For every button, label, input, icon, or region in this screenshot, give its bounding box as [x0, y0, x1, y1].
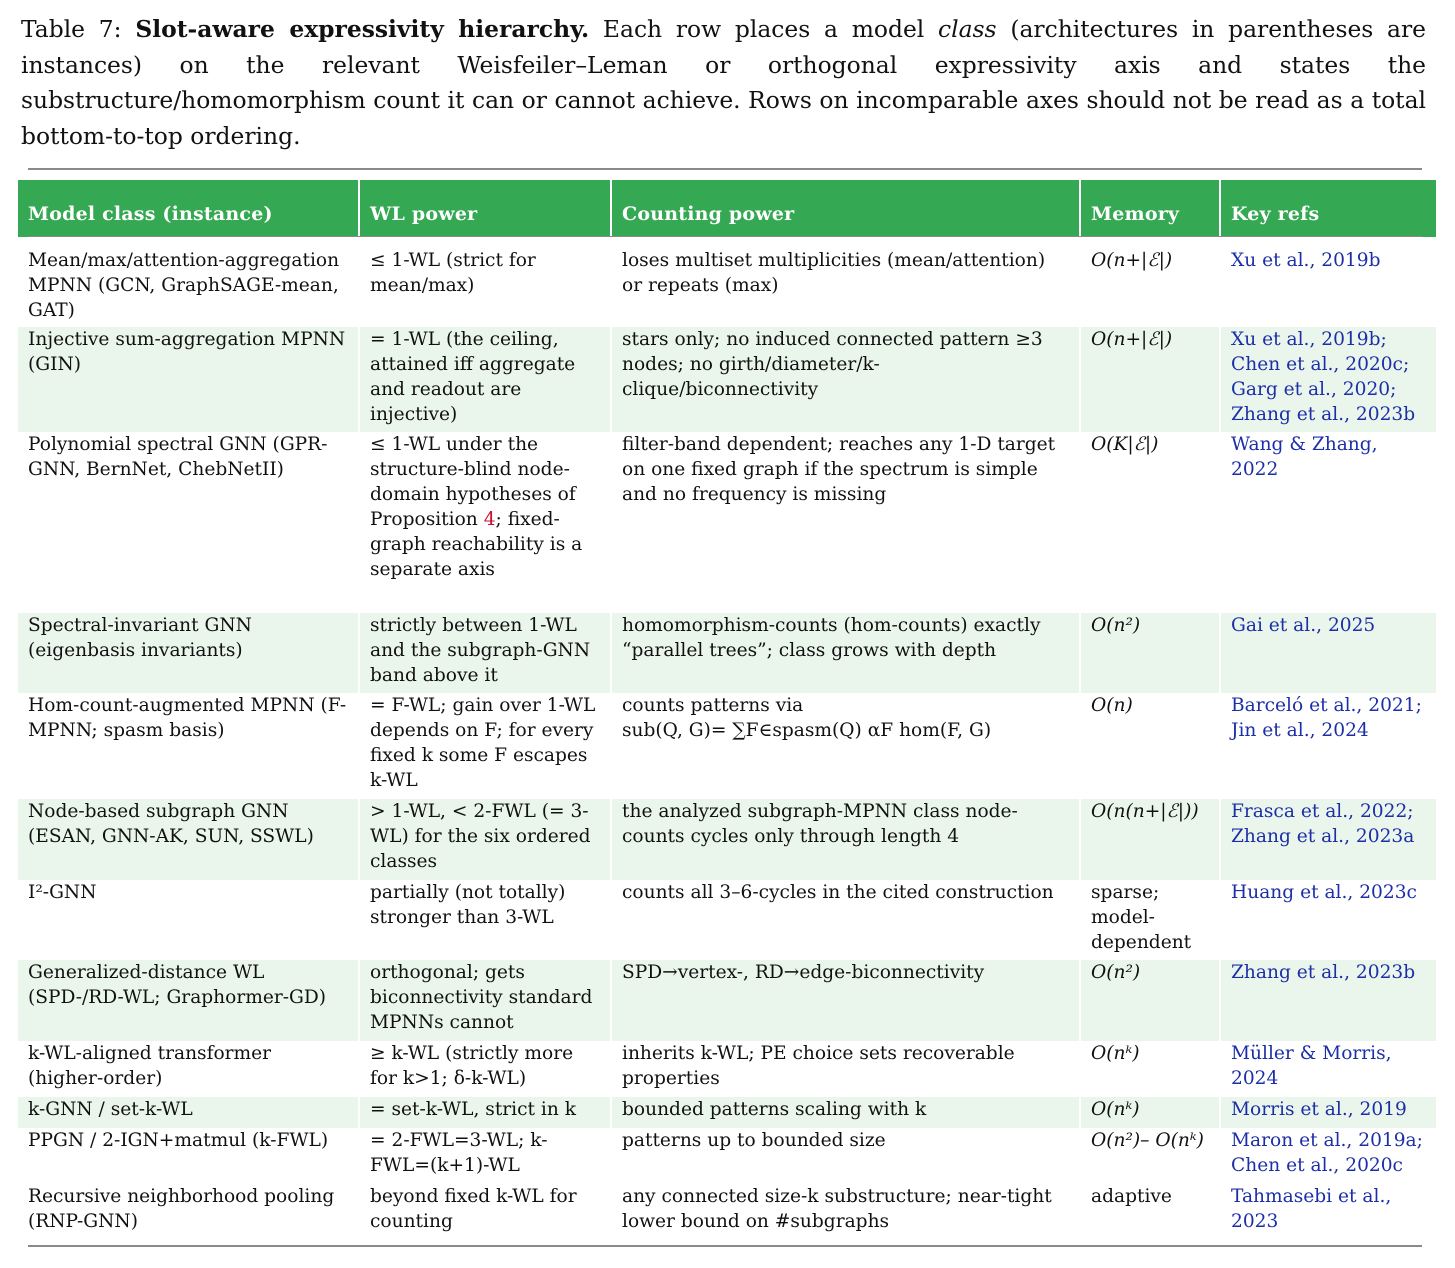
- citation-link[interactable]: Frasca et al., 2022;: [1231, 801, 1414, 822]
- header-wl-power: WL power: [359, 180, 611, 237]
- cell-memory: O(n²): [1080, 960, 1220, 1041]
- table-row: [18, 248, 1436, 327]
- table-caption: [21, 12, 1426, 154]
- cell-memory: O(n+|ℰ|): [1080, 248, 1220, 327]
- cell-counting: filter-band dependent; reaches any 1-D target on one fixed graph if the spectrum is simple and no frequency is missing: [611, 432, 1080, 613]
- citation-link[interactable]: Chen et al., 2020c: [1231, 1155, 1403, 1176]
- spasm-formula: sub(Q, G)= ∑F∈spasm(Q) αF hom(F, G): [622, 720, 992, 741]
- cell-memory: O(nᵏ): [1080, 1041, 1220, 1097]
- caption-text-1: Each row places a model: [602, 15, 925, 43]
- cell-model: Polynomial spectral GNN (GPR-GNN, BernNet, ChebNetII): [18, 432, 359, 613]
- cell-memory: sparse; model-dependent: [1080, 880, 1220, 960]
- citation-link[interactable]: Tahmasebi et al., 2023: [1231, 1186, 1392, 1232]
- cell-refs: [1220, 880, 1436, 960]
- cell-model: Hom-count-augmented MPNN (F-MPNN; spasm basis): [18, 693, 359, 799]
- cell-wl: > 1-WL, < 2-FWL (= 3-WL) for the six ordered classes: [359, 799, 611, 880]
- cell-memory: adaptive: [1080, 1184, 1220, 1240]
- table-top-rule: [28, 168, 1422, 170]
- table-row: [18, 613, 1436, 693]
- citation-link[interactable]: Morris et al., 2019: [1231, 1099, 1407, 1120]
- cell-model: Recursive neighborhood pooling (RNP-GNN): [18, 1184, 359, 1240]
- table-row: [18, 1128, 1436, 1184]
- cell-wl: beyond fixed k-WL for counting: [359, 1184, 611, 1240]
- citation-link[interactable]: Maron et al., 2019a;: [1231, 1130, 1423, 1151]
- cell-model: I²-GNN: [18, 880, 359, 960]
- proposition-link[interactable]: 4: [483, 509, 496, 530]
- table-row: [18, 1097, 1436, 1128]
- cell-memory: O(n²)– O(nᵏ): [1080, 1128, 1220, 1184]
- table-row: [18, 693, 1436, 799]
- cell-refs: [1220, 693, 1436, 799]
- caption-text-2: (architectures in parentheses are instances) on the relevant Weisfeiler–Leman or orthogonal expressivity axis and states the substructure/homomorphism count it can or cannot achieve. Rows on incomparable axes should not be read as a total bottom-to-top ordering.: [21, 15, 1427, 150]
- citation-link[interactable]: Zhang et al., 2023b: [1231, 962, 1416, 983]
- cell-refs: [1220, 1097, 1436, 1128]
- cell-model: Injective sum-aggregation MPNN (GIN): [18, 327, 359, 432]
- citation-link[interactable]: Zhang et al., 2023a: [1231, 826, 1415, 847]
- table-row: [18, 432, 1436, 613]
- caption-title: Slot-aware expressivity hierarchy.: [135, 15, 590, 43]
- cell-counting: bounded patterns scaling with k: [611, 1097, 1080, 1128]
- cell-counting: any connected size-k substructure; near-tight lower bound on #subgraphs: [611, 1184, 1080, 1240]
- citation-link[interactable]: Chen et al., 2020c;: [1231, 354, 1410, 375]
- cell-refs: [1220, 1128, 1436, 1184]
- cell-memory: O(n(n+|ℰ|)): [1080, 799, 1220, 880]
- cell-counting: counts patterns via sub(Q, G)= ∑F∈spasm(Q) αF hom(F, G): [611, 693, 1080, 799]
- cell-memory: O(n²): [1080, 613, 1220, 693]
- cell-refs: [1220, 960, 1436, 1041]
- cell-memory: O(n): [1080, 693, 1220, 799]
- citation-link[interactable]: Jin et al., 2024: [1231, 720, 1369, 741]
- cell-refs: [1220, 248, 1436, 327]
- header-memory: Memory: [1080, 180, 1220, 237]
- table-bottom-rule: [28, 1245, 1422, 1247]
- cell-wl: orthogonal; gets biconnectivity standard MPNNs cannot: [359, 960, 611, 1041]
- cell-counting: loses multiset multiplicities (mean/attention) or repeats (max): [611, 248, 1080, 327]
- cell-refs: [1220, 1184, 1436, 1240]
- citation-link[interactable]: Zhang et al., 2023b: [1231, 404, 1416, 425]
- table-header-rule: [28, 236, 1422, 237]
- table-row: [18, 1041, 1436, 1097]
- cell-refs: [1220, 327, 1436, 432]
- cell-wl: ≤ 1-WL (strict for mean/max): [359, 248, 611, 327]
- table-row: [18, 880, 1436, 960]
- cell-model: k-WL-aligned transformer (higher-order): [18, 1041, 359, 1097]
- cell-counting: counts all 3–6-cycles in the cited construction: [611, 880, 1080, 960]
- cell-wl: ≥ k-WL (strictly more for k>1; δ-k-WL): [359, 1041, 611, 1097]
- table-header-row: [18, 180, 1436, 237]
- cell-wl: = 1-WL (the ceiling, attained iff aggregate and readout are injective): [359, 327, 611, 432]
- header-model-class: Model class (instance): [18, 180, 359, 237]
- header-spacer: [18, 237, 1436, 248]
- cell-counting: homomorphism-counts (hom-counts) exactly “parallel trees”; class grows with depth: [611, 613, 1080, 693]
- cell-model: k-GNN / set-k-WL: [18, 1097, 359, 1128]
- cell-refs: [1220, 1041, 1436, 1097]
- cell-wl: = set-k-WL, strict in k: [359, 1097, 611, 1128]
- cell-wl: ≤ 1-WL under the structure-blind node-domain hypotheses of Proposition 4; fixed-graph reachability is a separate axis: [359, 432, 611, 613]
- citation-link[interactable]: Müller & Morris, 2024: [1231, 1043, 1392, 1089]
- caption-emphasis: class: [938, 15, 997, 43]
- citation-link[interactable]: Huang et al., 2023c: [1231, 882, 1417, 903]
- citation-link[interactable]: Xu et al., 2019b: [1231, 250, 1381, 271]
- citation-link[interactable]: Gai et al., 2025: [1231, 615, 1376, 636]
- caption-label: Table 7:: [21, 15, 122, 43]
- cell-counting: patterns up to bounded size: [611, 1128, 1080, 1184]
- header-counting-power: Counting power: [611, 180, 1080, 237]
- expressivity-table: [18, 180, 1436, 1240]
- cell-memory: O(nᵏ): [1080, 1097, 1220, 1128]
- cell-counting: SPD→vertex-, RD→edge-biconnectivity: [611, 960, 1080, 1041]
- cell-wl: = 2-FWL=3-WL; k-FWL=(k+1)-WL: [359, 1128, 611, 1184]
- cell-model: Node-based subgraph GNN (ESAN, GNN-AK, SUN, SSWL): [18, 799, 359, 880]
- cell-refs: [1220, 799, 1436, 880]
- cell-wl: = F-WL; gain over 1-WL depends on F; for every fixed k some F escapes k-WL: [359, 693, 611, 799]
- header-key-refs: Key refs: [1220, 180, 1436, 237]
- cell-model: Generalized-distance WL (SPD-/RD-WL; Graphormer-GD): [18, 960, 359, 1041]
- table-row: [18, 1184, 1436, 1240]
- table-row: [18, 327, 1436, 432]
- citation-link[interactable]: Barceló et al., 2021;: [1231, 695, 1422, 716]
- cell-counting: the analyzed subgraph-MPNN class node-counts cycles only through length 4: [611, 799, 1080, 880]
- cell-wl: strictly between 1-WL and the subgraph-GNN band above it: [359, 613, 611, 693]
- cell-memory: O(n+|ℰ|): [1080, 327, 1220, 432]
- citation-link[interactable]: Xu et al., 2019b;: [1231, 329, 1387, 350]
- cell-refs: [1220, 613, 1436, 693]
- cell-counting: stars only; no induced connected pattern ≥3 nodes; no girth/diameter/k-clique/biconnectivity: [611, 327, 1080, 432]
- cell-model: PPGN / 2-IGN+matmul (k-FWL): [18, 1128, 359, 1184]
- cell-memory: O(K|ℰ|): [1080, 432, 1220, 613]
- table-row: [18, 799, 1436, 880]
- cell-wl: partially (not totally) stronger than 3-WL: [359, 880, 611, 960]
- citation-link[interactable]: Wang & Zhang, 2022: [1231, 434, 1378, 480]
- cell-model: Mean/max/attention-aggregation MPNN (GCN, GraphSAGE-mean, GAT): [18, 248, 359, 327]
- cell-refs: [1220, 432, 1436, 613]
- table-row: [18, 960, 1436, 1041]
- cell-counting: inherits k-WL; PE choice sets recoverable properties: [611, 1041, 1080, 1097]
- citation-link[interactable]: Garg et al., 2020;: [1231, 379, 1397, 400]
- cell-model: Spectral-invariant GNN (eigenbasis invariants): [18, 613, 359, 693]
